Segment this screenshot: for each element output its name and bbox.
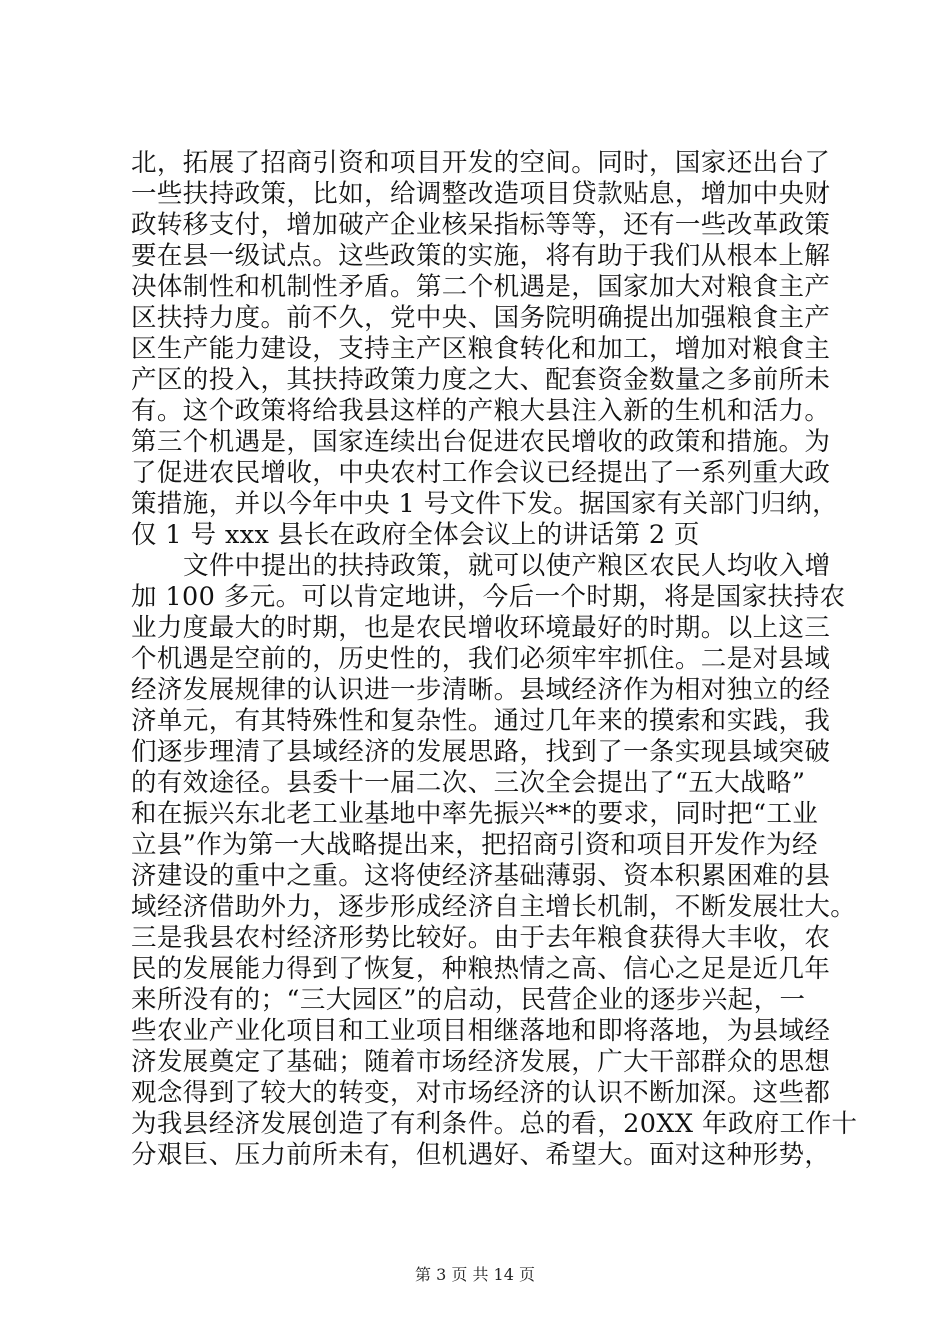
text-line: 了促进农民增收，中央农村工作会议已经提出了一系列重大政: [131, 458, 831, 488]
text-line: 北，拓展了招商引资和项目开发的空间。同时，国家还出台了: [131, 148, 831, 178]
text-line: 观念得到了较大的转变，对市场经济的认识不断加深。这些都: [131, 1078, 831, 1108]
text-line: 第三个机遇是，国家连续出台促进农民增收的政策和措施。为: [131, 427, 831, 457]
text-line: 域经济借助外力，逐步形成经济自主增长机制，不断发展壮大。: [131, 892, 857, 922]
body-text: [131, 148, 858, 1171]
text-line: 立县”作为第一大战略提出来，把招商引资和项目开发作为经: [131, 830, 818, 860]
text-line: 决体制性和机制性矛盾。第二个机遇是，国家加大对粮食主产: [131, 272, 831, 302]
text-line: 济建设的重中之重。这将使经济基础薄弱、资本积累困难的县: [131, 861, 831, 891]
text-line: 业力度最大的时期，也是农民增收环境最好的时期。以上这三: [131, 613, 831, 643]
text-line: 仅 1 号 xxx 县长在政府全体会议上的讲话第 2 页: [131, 520, 700, 550]
text-line: 的有效途径。县委十一届二次、三次全会提出了“五大战略”: [131, 768, 806, 798]
text-line: 为我县经济发展创造了有利条件。总的看，20XX 年政府工作十: [131, 1109, 858, 1139]
text-line: 策措施，并以今年中央 1 号文件下发。据国家有关部门归纳，: [131, 489, 839, 519]
text-line: 济发展奠定了基础；随着市场经济发展，广大干部群众的思想: [131, 1047, 831, 1077]
page-number: 第 3 页 共 14 页: [415, 1265, 535, 1284]
text-line: 区生产能力建设，支持主产区粮食转化和加工，增加对粮食主: [131, 334, 831, 364]
text-line: 济单元，有其特殊性和复杂性。通过几年来的摸索和实践，我: [131, 706, 831, 736]
text-line: 分艰巨、压力前所未有，但机遇好、希望大。面对这种形势，: [131, 1140, 831, 1170]
text-line: 三是我县农村经济形势比较好。由于去年粮食获得大丰收，农: [131, 923, 831, 953]
text-line: 区扶持力度。前不久，党中央、国务院明确提出加强粮食主产: [131, 303, 831, 333]
text-line: 要在县一级试点。这些政策的实施，将有助于我们从根本上解: [131, 241, 831, 271]
text-line: 产区的投入，其扶持政策力度之大、配套资金数量之多前所未: [131, 365, 831, 395]
text-line: 个机遇是空前的，历史性的，我们必须牢牢抓住。二是对县域: [131, 644, 831, 674]
text-line: 有。这个政策将给我县这样的产粮大县注入新的生机和活力。: [131, 396, 831, 426]
paragraph-first-line: 文件中提出的扶持政策，就可以使产粮区农民人均收入增: [183, 551, 831, 581]
text-line: 加 100 多元。可以肯定地讲，今后一个时期，将是国家扶持农: [131, 582, 846, 612]
text-line: 来所没有的；“三大园区”的启动，民营企业的逐步兴起，一: [131, 985, 806, 1015]
text-line: 和在振兴东北老工业基地中率先振兴**的要求，同时把“工业: [131, 799, 819, 829]
text-line: 们逐步理清了县域经济的发展思路，找到了一条实现县域突破: [131, 737, 831, 767]
text-line: 一些扶持政策，比如，给调整改造项目贷款贴息，增加中央财: [131, 179, 831, 209]
page-footer: [0, 1265, 950, 1285]
text-line: 经济发展规律的认识进一步清晰。县域经济作为相对独立的经: [131, 675, 831, 705]
text-line: 民的发展能力得到了恢复，种粮热情之高、信心之足是近几年: [131, 954, 831, 984]
text-line: 些农业产业化项目和工业项目相继落地和即将落地，为县域经: [131, 1016, 831, 1046]
text-line: 政转移支付，增加破产企业核呆指标等等，还有一些改革政策: [131, 210, 831, 240]
